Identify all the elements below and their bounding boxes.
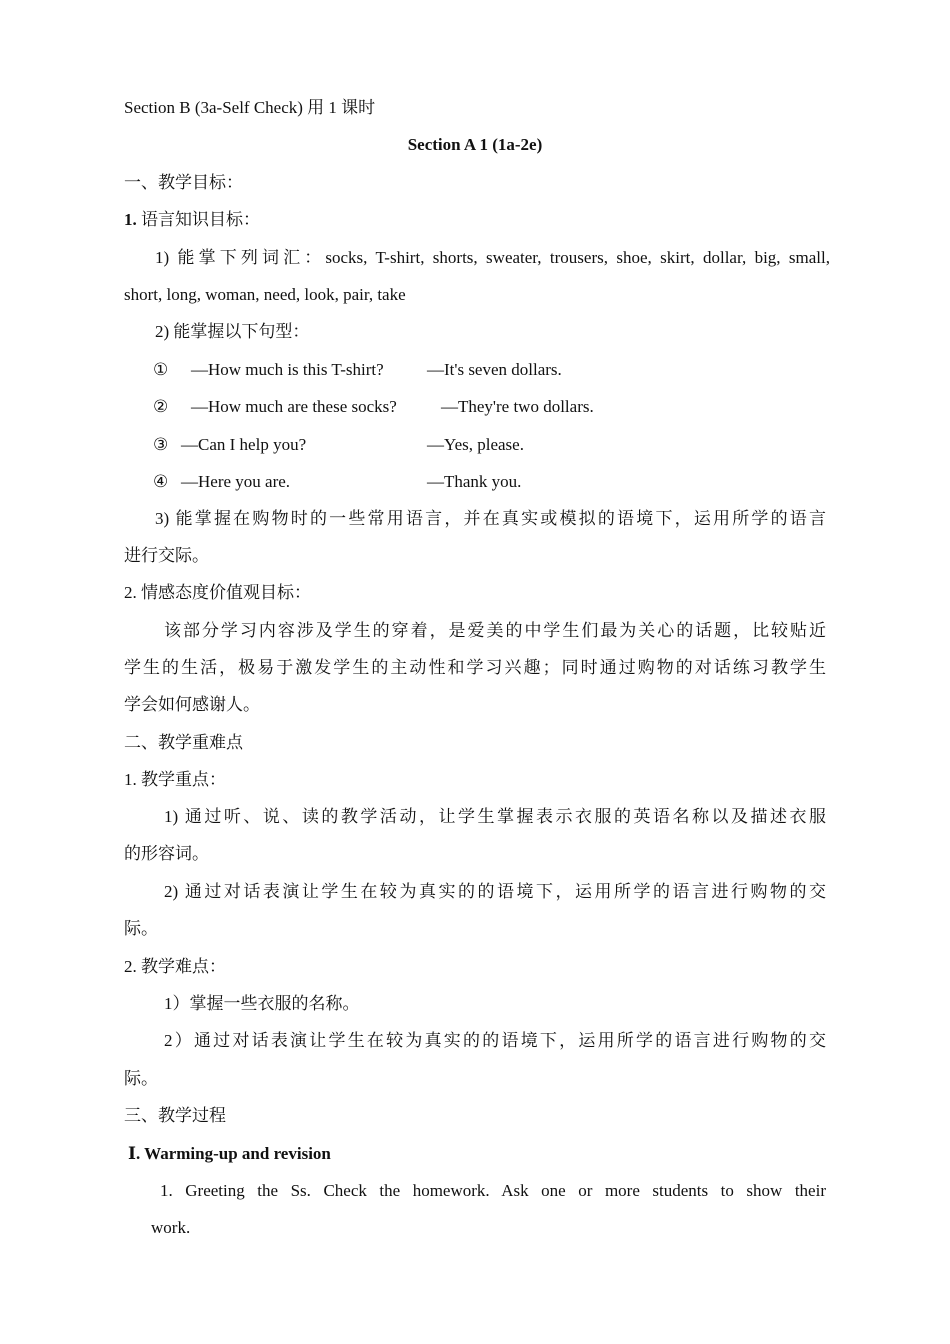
section-heading-objectives: 一、教学目标： (124, 173, 243, 192)
pattern-answer: —They're two dollars. (441, 397, 594, 416)
vocab-line-1: 1) 能掌下列词汇：socks, T-shirt, shorts, sweater, trousers, shoe, skirt, dollar, big, small, (155, 248, 830, 267)
subheading-focus: 1. 教学重点： (124, 770, 226, 789)
pattern-answer: —Thank you. (427, 472, 522, 491)
pattern-row (153, 434, 853, 456)
patterns-label: 2) 能掌握以下句型： (155, 322, 310, 341)
pattern-marker: ② (153, 397, 169, 416)
key1-line-1: 1) 通过听、说、读的教学活动，让学生掌握表示衣服的英语名称以及描述衣服 (164, 807, 826, 826)
emotion-line-2: 学生的生活，极易于激发学生的主动性和学习兴趣；同时通过购物的对话练习教学生 (124, 658, 826, 677)
key2-line-1: 2) 通过对话表演让学生在较为真实的的语境下，运用所学的语言进行购物的交 (164, 882, 826, 901)
pattern-marker: ① (153, 360, 169, 379)
step-heading-warming-up: Ⅰ. Warming-up and revision (128, 1144, 331, 1163)
difficulty-2-line-2: 际。 (124, 1069, 158, 1088)
pattern-marker: ③ (153, 435, 169, 454)
header-note: Section B (3a-Self Check) 用 1 课时 (124, 98, 376, 117)
section-heading-key-points: 二、教学重难点 (124, 733, 243, 752)
emotion-line-3: 学会如何感谢人。 (124, 695, 260, 714)
pattern-question: —Can I help you? (181, 435, 307, 454)
pattern-row (153, 396, 853, 418)
pattern-row (153, 471, 853, 493)
pattern-answer: —Yes, please. (427, 435, 524, 454)
pattern-question: —Here you are. (181, 472, 291, 491)
subheading-language-knowledge (124, 209, 260, 231)
doc-title: Section A 1 (1a-2e) (407, 135, 543, 154)
key1-line-2: 的形容词。 (124, 844, 209, 863)
section-heading-process: 三、教学过程 (124, 1106, 226, 1125)
difficulty-1: 1）掌握一些衣服的名称。 (164, 994, 360, 1013)
subheading-emotion: 2. 情感态度价值观目标： (124, 583, 311, 602)
pattern-question: —How much are these socks? (191, 397, 397, 416)
pattern-marker: ④ (153, 472, 169, 491)
key2-line-2: 际。 (124, 919, 158, 938)
subheading-label: 语言知识目标： (141, 210, 260, 229)
item3-line-1: 3) 能掌握在购物时的一些常用语言，并在真实或模拟的语境下，运用所学的语言 (155, 509, 826, 528)
step1-item1-line-2: work. (151, 1218, 191, 1237)
vocab-line-2: short, long, woman, need, look, pair, take (124, 285, 406, 304)
pattern-answer: —It's seven dollars. (427, 360, 562, 379)
subheading-difficulty: 2. 教学难点： (124, 957, 226, 976)
difficulty-2-line-1: 2）通过对话表演让学生在较为真实的的语境下，运用所学的语言进行购物的交 (164, 1031, 826, 1050)
step1-item1-line-1: 1. Greeting the Ss. Check the homework. Ask one or more students to show their (160, 1181, 826, 1200)
pattern-row (153, 359, 853, 381)
item3-line-2: 进行交际。 (124, 546, 209, 565)
pattern-question: —How much is this T-shirt? (191, 360, 384, 379)
subheading-number: 1. (124, 210, 137, 229)
emotion-line-1: 该部分学习内容涉及学生的穿着，是爱美的中学生们最为关心的话题，比较贴近 (164, 621, 826, 640)
